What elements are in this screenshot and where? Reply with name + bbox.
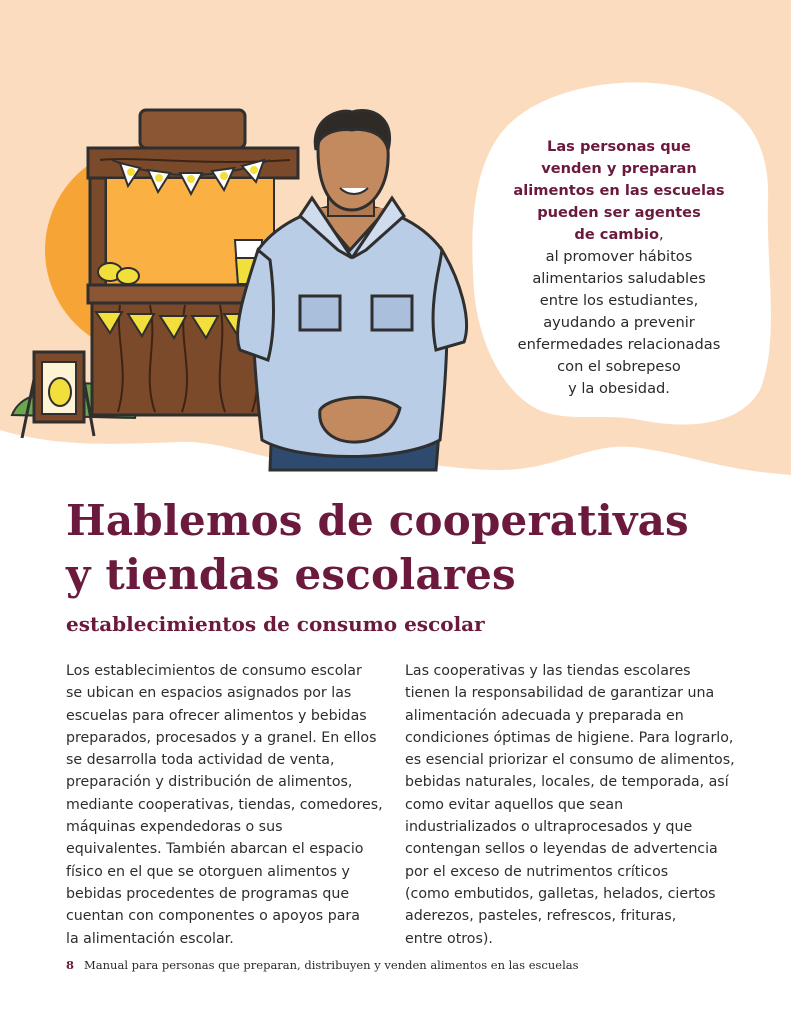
body-line: es esencial priorizar el consumo de alimentos, [405,752,735,769]
body-line: Los establecimientos de consumo escolar [66,663,362,679]
body-column-left [66,660,396,950]
body-line: contengan sellos o leyendas de advertencia [405,841,718,858]
body-line: máquinas expendedoras o sus [66,819,283,836]
body-line: como evitar aquellos que sean [405,796,624,813]
bubble-emphasis-line: Las personas que [547,138,691,155]
bubble-body-line: con el sobrepeso [557,358,681,375]
bubble-emphasis-line: pueden ser agentes [537,204,701,221]
body-line: condiciones óptimas de higiene. Para lograrlo, [405,729,734,746]
body-line: bebidas procedentes de programas que [66,885,350,902]
body-line: alimentación adecuada y preparada en [405,707,684,724]
bubble-emphasis-last-line [500,224,738,246]
body-line: se desarrolla toda actividad de venta, [66,752,335,769]
body-line: aderezos, pasteles, refrescos, frituras, [405,908,677,925]
page-title-line: Hablemos de cooperativas [66,496,689,545]
stand-roof [140,110,245,148]
bubble-emphasis-line: alimentos en las escuelas [513,182,725,199]
page-footer [66,958,579,972]
page-number: 8 [66,958,75,972]
page-title-line: y tiendas escolares [66,550,516,599]
bubble-comma: , [658,226,664,243]
body-line: entre otros). [405,930,493,947]
body-line: bebidas naturales, locales, de temporada, así [405,774,729,791]
body-line: tienen la responsabilidad de garantizar una [405,685,715,702]
body-line: escuelas para ofrecer alimentos y bebidas [66,707,367,724]
body-line: la alimentación escolar. [66,930,234,947]
bubble-emphasis-line: de cambio [574,226,659,243]
bubble-body-line: alimentarios saludables [532,270,706,287]
body-line: preparados, procesados y a granel. En ellos [66,729,377,746]
speech-bubble-text [500,136,738,400]
bubble-body-line: enfermedades relacionadas [517,336,721,353]
page-title [66,494,766,602]
body-line: (como embutidos, galletas, helados, ciertos [405,885,716,902]
page-subtitle: establecimientos de consumo escolar [66,612,485,636]
body-line: mediante cooperativas, tiendas, comedores, [66,796,383,813]
lemon-icon [49,378,71,406]
body-column-right [405,660,750,950]
lemon-icon [117,268,139,284]
footer-manual-title: Manual para personas que preparan, distribuyen y venden alimentos en las escuelas [84,958,579,972]
bubble-emphasis-line: venden y preparan [541,160,697,177]
body-line: Las cooperativas y las tiendas escolares [405,663,691,679]
body-line: preparación y distribución de alimentos, [66,774,353,791]
body-line: por el exceso de nutrimentos críticos [405,863,669,880]
lemon-sign-board [22,352,94,438]
body-line: cuentan con componentes o apoyos para [66,908,360,925]
bubble-body-line: al promover hábitos [545,248,693,265]
body-line: equivalentes. También abarcan el espacio [66,841,364,858]
body-line: físico en el que se otorguen alimentos y [66,863,350,880]
bubble-body-line: ayudando a prevenir [543,314,695,331]
body-line: industrializados o ultraprocesados y que [405,819,693,836]
body-line: se ubican en espacios asignados por las [66,685,352,702]
bubble-body-line: entre los estudiantes, [539,292,699,309]
bubble-body-line: y la obesidad. [568,380,670,397]
